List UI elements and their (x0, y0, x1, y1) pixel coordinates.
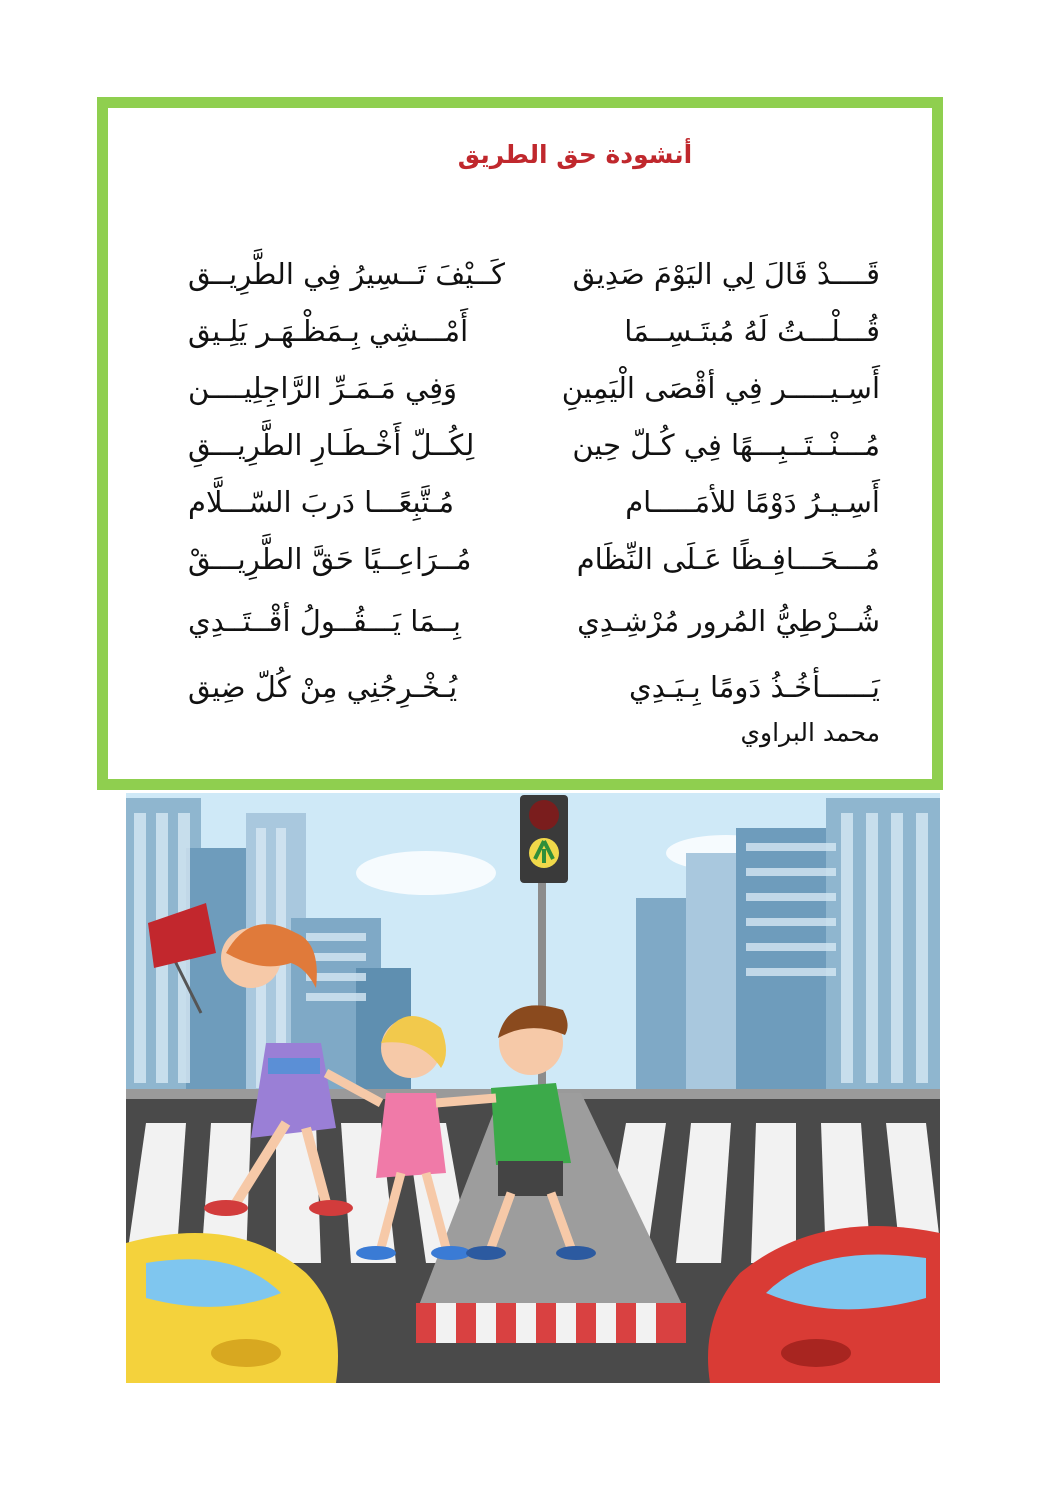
verse (188, 654, 880, 720)
verse-second-hemistich: مُــرَاعِــيًا حَقَّ الطَّرِيـــقْ (188, 542, 472, 576)
verse (188, 303, 880, 360)
verse (188, 417, 880, 474)
verse-first-hemistich: شُــرْطِيُّ المُرور مُرْشِـدِي (577, 604, 880, 638)
children-crossing-road-illustration (126, 793, 940, 1383)
verse-second-hemistich: يُـخْـرِجُنِي مِنْ كُلّ ضِيق (188, 670, 458, 704)
verse-second-hemistich: بِــمَا يَـــقُــولُ أقْــتَــدِي (188, 604, 461, 638)
poem-title: أنشودة حق الطريق (457, 140, 693, 169)
verse-first-hemistich: أَسِـيـرُ دَوْمًا للأمَـــــام (625, 485, 880, 519)
poem-author: محمد البراوي (740, 718, 880, 747)
verse-second-hemistich: كَــيْفَ تَــسِيرُ فِي الطَّرِيــق (188, 257, 505, 291)
verse (188, 246, 880, 303)
verse-first-hemistich: مُـــحَـــافِـظًا عَـلَى النِّظَام (576, 542, 880, 576)
verse (188, 360, 880, 417)
poem-body (188, 246, 880, 720)
verse-second-hemistich: مُـتَّبِعًـــا دَربَ السّـــلَّام (188, 485, 455, 519)
verse-first-hemistich: قُـــلْـــتُ لَهُ مُبتَـسِــمَا (624, 314, 880, 348)
verse-first-hemistich: أَسِـيـــــر فِي أقْصَى الْيَمِينِ (561, 371, 880, 405)
verse-second-hemistich: أَمْـــشِي بِـمَظْـهَـر يَلِـيق (188, 314, 469, 348)
verse-second-hemistich: وَفِي مَـمَـرِّ الرَّاجِلِيــــن (188, 371, 458, 405)
verse-first-hemistich: قَــــدْ قَالَ لِي اليَوْمَ صَدِيق (572, 257, 880, 291)
verse (188, 531, 880, 588)
verse (188, 474, 880, 531)
verse-second-hemistich: لِكُــلّ أَخْـطَـارِ الطَّرِيـــقِ (188, 428, 475, 462)
verse-first-hemistich: مُـــنْــتَــبِـــهًا فِي كُـلّ حِين (572, 428, 880, 462)
verse (188, 588, 880, 654)
verse-first-hemistich: يَــــــأخُـذُ دَومًا بِـيَـدِي (629, 670, 880, 704)
poem-frame (97, 97, 943, 790)
